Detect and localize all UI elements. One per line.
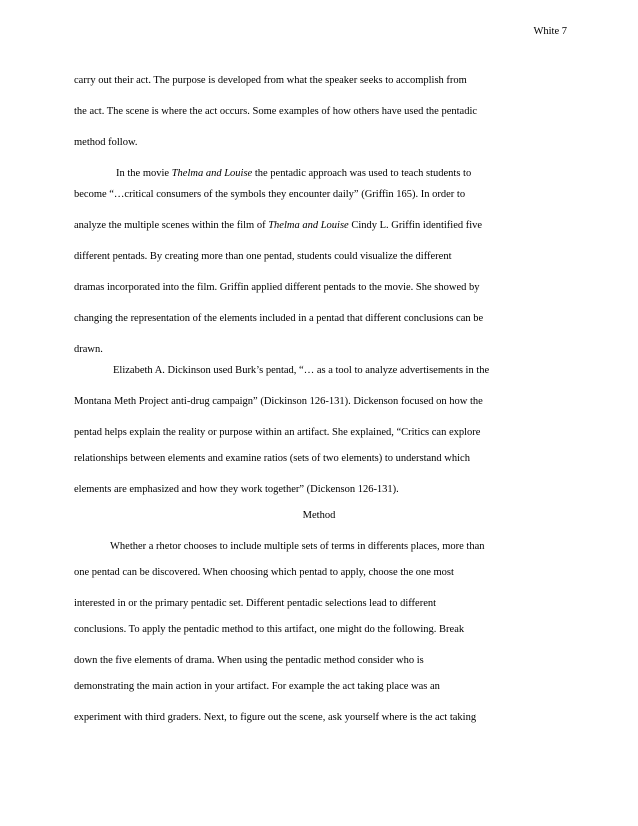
- text-span: Cindy L. Griffin identified five: [348, 220, 483, 231]
- text-line: down the five elements of drama. When using the pentadic method consider who is: [74, 655, 424, 666]
- text-line: elements are emphasized and how they work together” (Dickenson 126-131).: [74, 484, 399, 495]
- running-head: White 7: [533, 26, 567, 37]
- text-line: [116, 167, 471, 180]
- text-line: interested in or the primary pentadic set. Different pentadic selections lead to different: [74, 598, 437, 609]
- text-line: Whether a rhetor chooses to include multiple sets of terms in differents places, more than: [110, 541, 485, 552]
- text-line: demonstrating the main action in your artifact. For example the act taking place was an: [74, 681, 440, 692]
- text-line: Elizabeth A. Dickinson used Burk’s pentad, “… as a tool to analyze advertisements in the: [113, 365, 490, 376]
- text-line: different pentads. By creating more than one pentad, students could visualize the different: [74, 251, 452, 262]
- text-line: Montana Meth Project anti-drug campaign” (Dickinson 126-131). Dickenson focused on how the: [74, 396, 483, 407]
- text-span: In the movie: [116, 168, 172, 179]
- text-line: pentad helps explain the reality or purpose within an artifact. She explained, “Critics can explore: [74, 427, 481, 438]
- film-title: Thelma and Louise: [268, 220, 349, 231]
- text-line: dramas incorporated into the film. Griffin applied different pentads to the movie. She showed by: [74, 282, 480, 293]
- text-line: become “…critical consumers of the symbols they encounter daily” (Griffin 165). In order to: [74, 189, 466, 200]
- text-line: conclusions. To apply the pentadic method to this artifact, one might do the following. Break: [74, 624, 465, 635]
- text-line: method follow.: [74, 137, 138, 148]
- text-line: the act. The scene is where the act occurs. Some examples of how others have used the pentadic: [74, 106, 478, 117]
- text-line: drawn.: [74, 344, 103, 355]
- text-line: relationships between elements and examine ratios (sets of two elements) to understand which: [74, 453, 470, 464]
- text-span: the pentadic approach was used to teach students to: [252, 168, 472, 179]
- text-line: one pentad can be discovered. When choosing which pentad to apply, choose the one most: [74, 567, 454, 578]
- text-line: changing the representation of the elements included in a pentad that different conclusions can be: [74, 313, 484, 324]
- text-span: analyze the multiple scenes within the film of: [74, 220, 269, 231]
- section-heading: Method: [302, 510, 336, 521]
- text-line: carry out their act. The purpose is developed from what the speaker seeks to accomplish from: [74, 75, 467, 86]
- text-line: [74, 219, 482, 232]
- text-line: experiment with third graders. Next, to figure out the scene, ask yourself where is the act taking: [74, 712, 477, 723]
- film-title: Thelma and Louise: [171, 168, 253, 179]
